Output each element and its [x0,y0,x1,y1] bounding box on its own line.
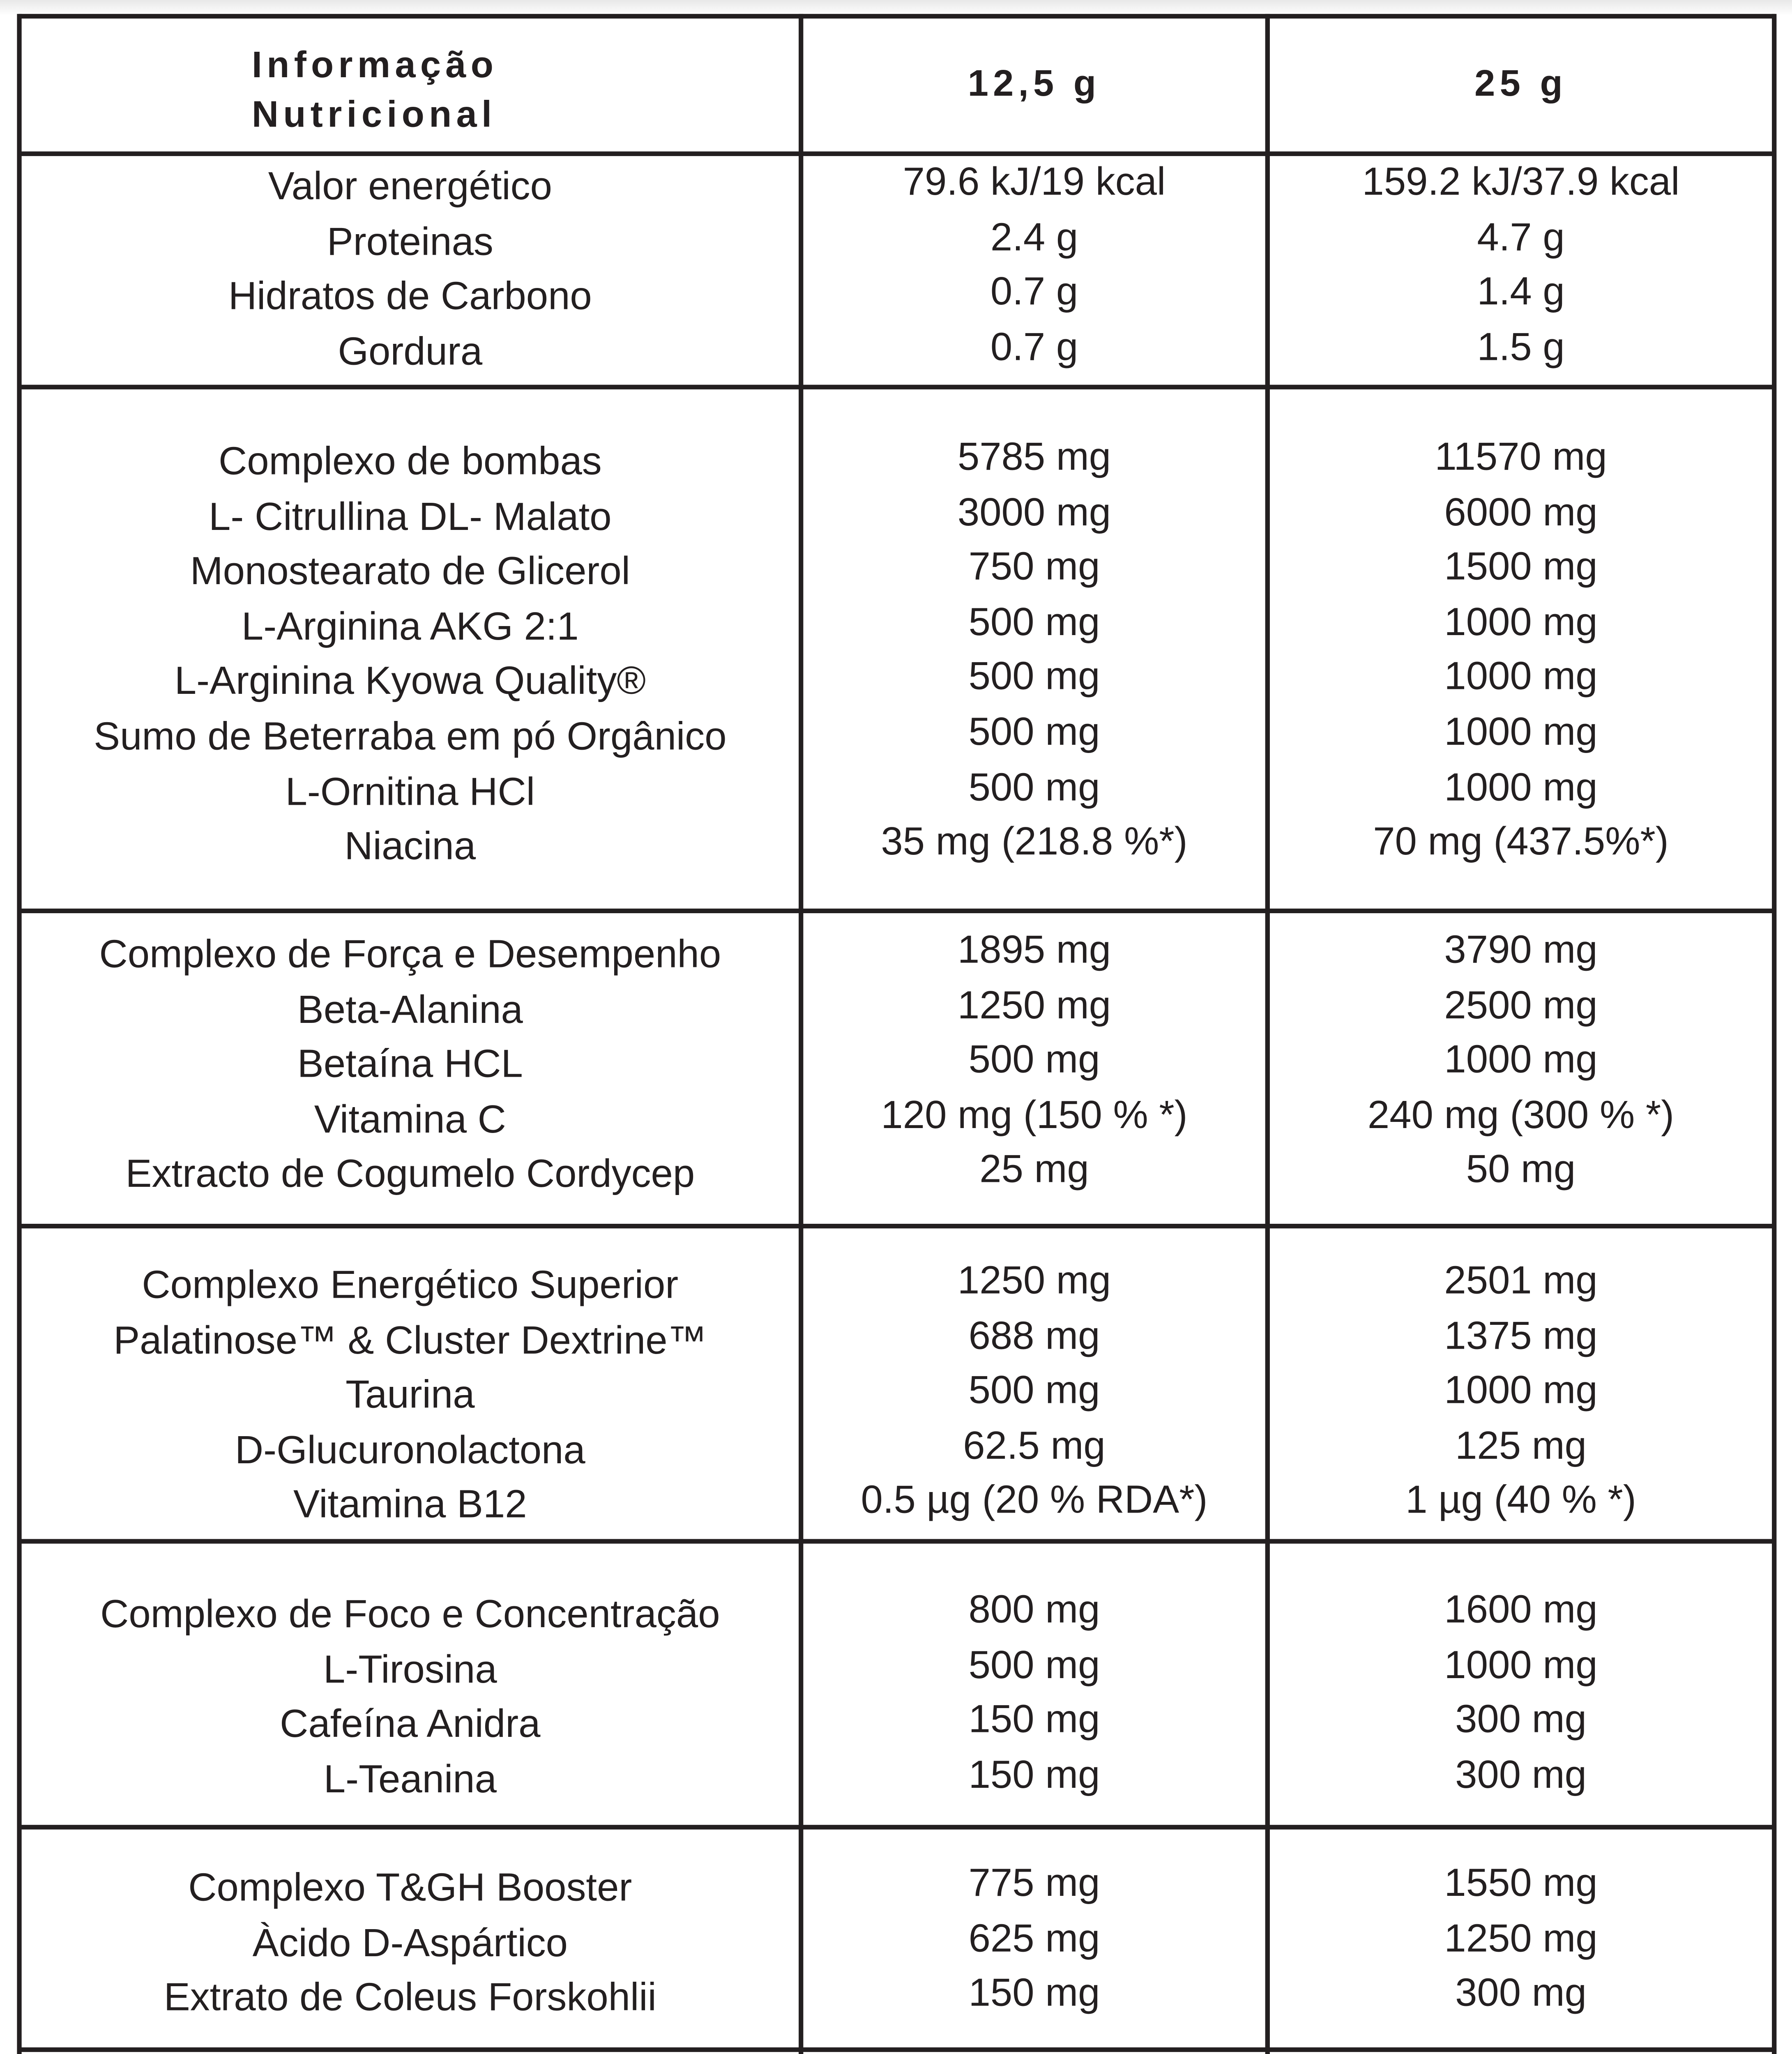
nutrient-value: 1000 mg [1444,601,1598,644]
header-title-line: Nutricional [251,94,497,136]
nutrient-value: 1000 mg [1444,766,1598,809]
nutrient-value: 240 mg (300 % *) [1367,1094,1675,1137]
nutrient-value: 1000 mg [1444,711,1598,754]
section-values-large [1270,1584,1772,1804]
nutrient-value: 750 mg [968,546,1100,589]
nutrient-name: Complexo Energético Superior [142,1264,679,1308]
column-divider-1 [799,14,802,2054]
top-edge-shade [0,0,1792,16]
section-values-large [1270,431,1772,871]
nutrient-value: 1550 mg [1444,1862,1598,1905]
nutrient-value: 300 mg [1455,1753,1587,1797]
nutrient-value: 500 mg [968,656,1100,699]
section-names [22,1862,799,2027]
column-divider-2 [1265,14,1269,2054]
section-values-large [1270,156,1772,376]
section-divider [18,1224,1775,1227]
nutrient-name: Vitamina B12 [293,1484,527,1527]
section-values-small [803,1857,1265,2022]
nutrient-name: Beta-Alanina [297,988,523,1032]
nutrient-value: 150 mg [968,1698,1100,1742]
nutrient-name: Gordura [338,330,483,374]
nutrient-name: L-Arginina Kyowa Quality® [174,660,646,704]
nutrient-value: 79.6 kJ/19 kcal [903,161,1166,204]
nutrient-name: Proteinas [327,220,493,264]
section-values-small [803,1255,1265,1529]
nutrient-value: 500 mg [968,1369,1100,1413]
nutrient-name: Sumo de Beterraba em pó Orgânico [94,715,727,759]
nutrient-value: 0.7 g [990,325,1078,369]
nutrient-value: 0.5 µg (20 % RDA*) [861,1479,1208,1523]
section-divider [18,1539,1775,1543]
header-serving-large: 25 g [1474,63,1567,105]
nutrient-name: Complexo T&GH Booster [188,1866,632,1910]
nutrient-name: Taurina [346,1374,475,1417]
nutrient-value: 0.7 g [990,270,1078,314]
section-names [22,929,799,1204]
nutrient-value: 5785 mg [957,435,1111,479]
nutrient-value: 159.2 kJ/37.9 kcal [1362,161,1680,204]
section-divider [18,909,1775,912]
nutrient-name: L-Tirosina [323,1648,497,1692]
nutrient-name: L-Teanina [323,1758,497,1801]
nutrient-name: Extracto de Cogumelo Cordycep [125,1153,695,1197]
nutrient-value: 2.4 g [990,216,1078,259]
section-values-small [803,156,1265,376]
section-values-small [803,431,1265,871]
section-values-small [803,924,1265,1199]
nutrient-value: 775 mg [968,1862,1100,1905]
section-names [22,436,799,876]
nutrient-name: Cafeína Anidra [280,1703,541,1747]
nutrient-value: 25 mg [979,1149,1089,1192]
nutrient-value: 2501 mg [1444,1259,1598,1303]
section-divider [18,385,1775,389]
section-values-small [803,1584,1265,1804]
nutrient-value: 150 mg [968,1753,1100,1797]
nutrient-value: 1250 mg [957,983,1111,1027]
nutrient-name: L- Citrullina DL- Malato [209,495,612,539]
nutrient-value: 1250 mg [957,1259,1111,1303]
header-title-line: Informação [251,45,498,87]
nutrient-value: 1000 mg [1444,1369,1598,1413]
header-serving-small: 12,5 g [967,63,1101,105]
nutrient-value: 625 mg [968,1917,1100,1960]
nutrient-value: 1000 mg [1444,1039,1598,1082]
nutrient-value: 4.7 g [1477,216,1565,259]
nutrient-value: 800 mg [968,1588,1100,1632]
nutrient-value: 1 µg (40 % *) [1405,1479,1636,1523]
table-border-top [18,14,1775,18]
nutrient-value: 2500 mg [1444,983,1598,1027]
nutrient-name: Hidratos de Carbono [228,275,592,319]
nutrient-value: 6000 mg [1444,490,1598,534]
nutrient-name: L-Arginina AKG 2:1 [241,605,579,649]
section-divider [18,1825,1775,1828]
nutrient-name: Palatinose™ & Cluster Dextrine™ [113,1319,707,1363]
nutrient-value: 688 mg [968,1314,1100,1358]
nutrient-value: 500 mg [968,766,1100,809]
nutrient-value: 300 mg [1455,1698,1587,1742]
nutrient-value: 1895 mg [957,928,1111,972]
nutrient-value: 1.5 g [1477,325,1565,369]
header-title [252,42,498,141]
nutrient-name: Complexo de bombas [218,440,602,484]
nutrient-value: 1000 mg [1444,1643,1598,1687]
nutrient-name: Niacina [344,825,476,869]
section-names [22,1260,799,1534]
nutrient-name: Valor energético [268,165,552,209]
table-border-left [17,14,21,2054]
nutrient-value: 1000 mg [1444,656,1598,699]
nutrient-value: 150 mg [968,1972,1100,2015]
nutrient-value: 500 mg [968,601,1100,644]
nutrient-name: Àcido D-Aspártico [252,1921,568,1965]
nutrient-value: 62.5 mg [963,1424,1106,1468]
nutrient-name: L-Ornitina HCl [285,770,535,814]
nutrient-value: 3790 mg [1444,928,1598,972]
nutrient-value: 500 mg [968,1039,1100,1082]
nutrient-value: 70 mg (437.5%*) [1373,820,1669,864]
nutrient-value: 35 mg (218.8 %*) [881,820,1188,864]
section-values-large [1270,1857,1772,2022]
nutrient-name: Vitamina C [314,1098,506,1142]
section-divider [18,2047,1775,2051]
nutrient-value: 1375 mg [1444,1314,1598,1358]
nutrient-value: 500 mg [968,711,1100,754]
nutrient-value: 1250 mg [1444,1917,1598,1960]
nutrient-name: D-Glucuronolactona [235,1429,585,1472]
nutrient-value: 500 mg [968,1643,1100,1687]
nutrient-name: Complexo de Foco e Concentração [100,1593,720,1637]
nutrient-name: Monostearato de Glicerol [190,550,631,594]
nutrient-value: 1600 mg [1444,1588,1598,1632]
table-border-right [1772,14,1776,2054]
nutrient-name: Complexo de Força e Desempenho [99,933,721,977]
nutrient-value: 11570 mg [1435,435,1607,479]
section-names [22,161,799,381]
nutrient-value: 300 mg [1455,1972,1587,2015]
nutrient-value: 1500 mg [1444,546,1598,589]
nutrient-value: 3000 mg [957,490,1111,534]
section-names [22,1589,799,1809]
nutrient-name: Extrato de Coleus Forskohlii [164,1976,656,2020]
nutrient-value: 125 mg [1455,1424,1587,1468]
section-values-large [1270,924,1772,1199]
section-values-large [1270,1255,1772,1529]
nutrient-value: 1.4 g [1477,270,1565,314]
header-divider [18,152,1775,155]
nutrient-name: Betaína HCL [297,1043,523,1087]
nutrient-value: 120 mg (150 % *) [881,1094,1188,1137]
nutrient-value: 50 mg [1466,1149,1576,1192]
